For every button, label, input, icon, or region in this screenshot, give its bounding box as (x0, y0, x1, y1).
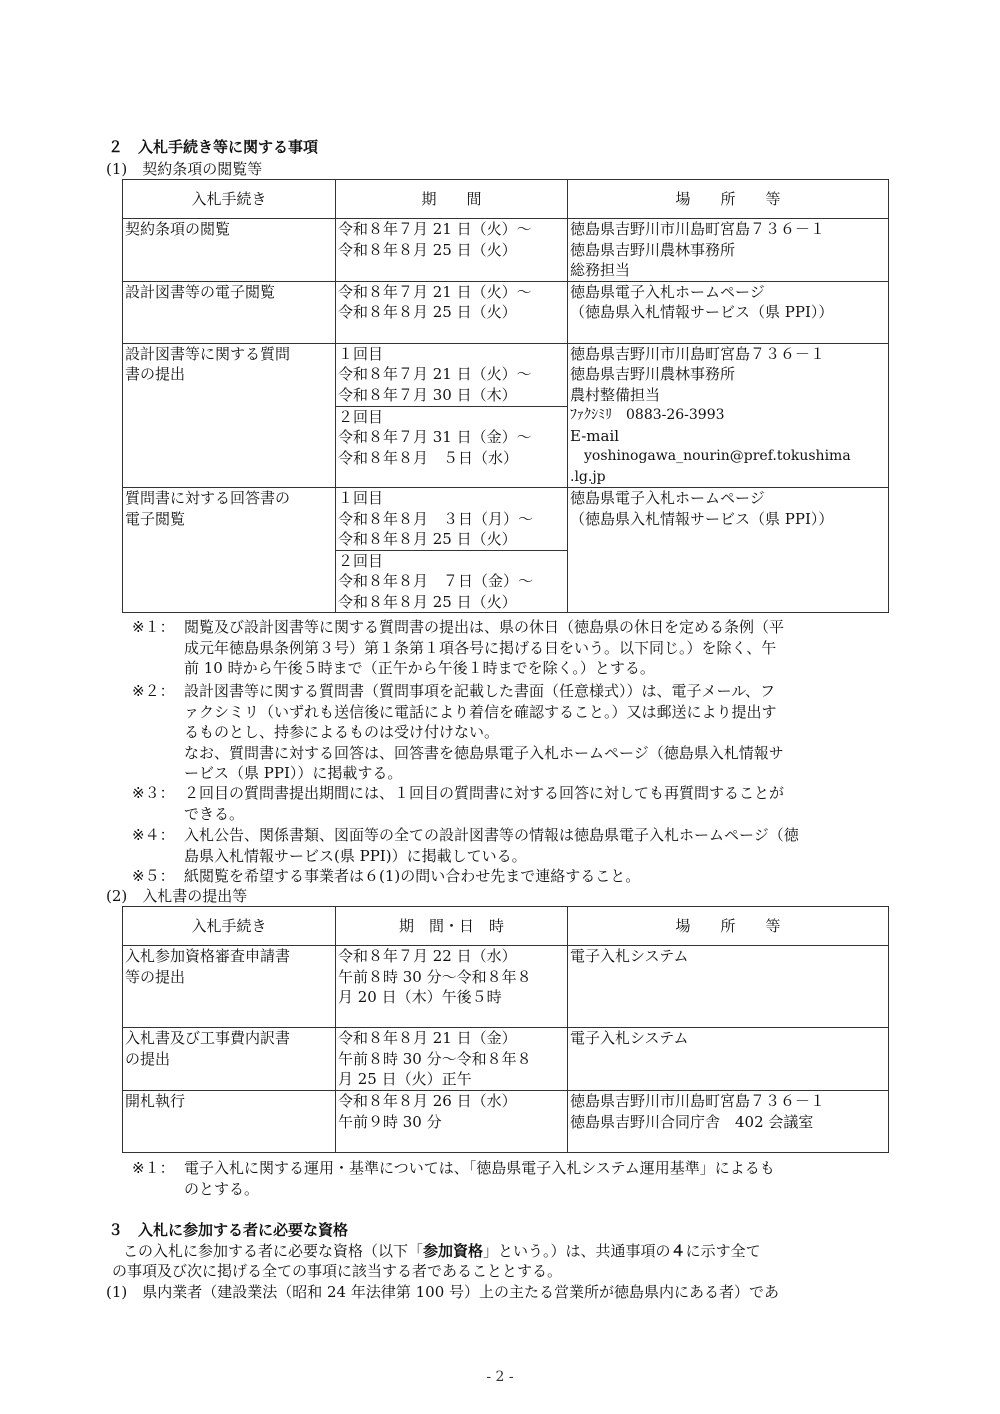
contract-review-table (122, 179, 889, 613)
term-participation-qualification: 参加資格 (423, 1242, 484, 1260)
cell-period: 令和８年７月 22 日（水） 午前８時 30 分～令和８年８ 月 20 日（木）午後５時 (336, 946, 568, 1028)
table-row (123, 488, 889, 551)
cell-place: 徳島県電子入札ホームページ （徳島県入札情報サービス（県 PPI）） (568, 281, 889, 343)
header-procedure: 入札手続き (123, 180, 336, 219)
cell-place: 徳島県吉野川市川島町宮島７３６－１ 徳島県吉野川農林事務所 農村整備担当 ﾌｧｸｼﾐﾘ 0883-26-3993 E-mail yoshinogawa_nourin@pref.tokushima .lg.jp (568, 343, 889, 488)
header-place: 場 所 等 (568, 907, 889, 946)
header-procedure: 入札手続き (123, 907, 336, 946)
header-period: 期 間 (336, 180, 568, 219)
cell-place: 徳島県吉野川市川島町宮島７３６－１ 徳島県吉野川合同庁舎 402 会議室 (568, 1091, 889, 1153)
cell-procedure: 入札書及び工事費内訳書 の提出 (123, 1028, 336, 1091)
cell-procedure: 契約条項の閲覧 (123, 219, 336, 282)
table-row (123, 946, 889, 1028)
cell-period: 令和８年７月 21 日（火）～ 令和８年８月 25 日（火） (336, 281, 568, 343)
cell-procedure: 入札参加資格審査申請書 等の提出 (123, 946, 336, 1028)
table-row (123, 1091, 889, 1153)
header-period: 期 間・日 時 (336, 907, 568, 946)
cell-period: 令和８年８月 21 日（金） 午前８時 30 分～令和８年８ 月 25 日（火）正午 (336, 1028, 568, 1091)
table-header-row (123, 180, 889, 219)
note-table2-1: ※１： 電子入札に関する運用・基準については、「徳島県電子入札システム運用基準」によるも のとする。 (132, 1159, 775, 1198)
section-3-paragraph-line2: の事項及び次に掲げる全ての事項に該当する者であることとする。 (112, 1262, 563, 1280)
cell-procedure: 開札執行 (123, 1091, 336, 1153)
subsection-1-heading: (1) 契約条項の閲覧等 (106, 160, 263, 178)
cell-period-first: １回目 令和８年７月 21 日（火）～ 令和８年７月 30 日（木） (336, 343, 568, 406)
note-3: ※３： ２回目の質問書提出期間には、１回目の質問書に対する回答に対しても再質問することが できる。 (132, 784, 785, 823)
cell-procedure: 質問書に対する回答書の 電子閲覧 (123, 488, 336, 613)
section-3-heading: ３ 入札に参加する者に必要な資格 (108, 1221, 349, 1239)
cell-place: 徳島県電子入札ホームページ （徳島県入札情報サービス（県 PPI）） (568, 488, 889, 613)
note-5: ※５： 紙閲覧を希望する事業者は６(1)の問い合わせ先まで連絡すること。 (132, 867, 641, 885)
cell-period-second: ２回目 令和８年７月 31 日（金）～ 令和８年８月 ５日（水） (336, 406, 568, 487)
table-row (123, 219, 889, 282)
subsection-2-heading: (2) 入札書の提出等 (106, 887, 248, 905)
section-3-paragraph: この入札に参加する者に必要な資格（以下「参加資格」という。）は、共通事項の４に示す全て (108, 1242, 761, 1260)
cell-place: 電子入札システム (568, 946, 889, 1028)
header-place: 場 所 等 (568, 180, 889, 219)
cell-place: 徳島県吉野川市川島町宮島７３６－１ 徳島県吉野川農林事務所 総務担当 (568, 219, 889, 282)
cell-period: 令和８年７月 21 日（火）～ 令和８年８月 25 日（火） (336, 219, 568, 282)
cell-period-second: ２回目 令和８年８月 ７日（金）～ 令和８年８月 25 日（火） (336, 550, 568, 613)
cell-place: 電子入札システム (568, 1028, 889, 1091)
cell-period: 令和８年８月 26 日（水） 午前９時 30 分 (336, 1091, 568, 1153)
cell-procedure: 設計図書等の電子閲覧 (123, 281, 336, 343)
section-3-item-1: (1) 県内業者（建設業法（昭和 24 年法律第 100 号）上の主たる営業所が徳島県内にある者）であ (106, 1283, 780, 1301)
table-row (123, 1028, 889, 1091)
cell-procedure: 設計図書等に関する質問 書の提出 (123, 343, 336, 488)
note-1: ※１： 閲覧及び設計図書等に関する質問書の提出は、県の休日（徳島県の休日を定める条例（平 成元年徳島県条例第３号）第１条第１項各号に掲げる日をいう。以下同じ。）を除く、午 前 10 時から午後５時まで（正午から午後１時までを除く。）とする。 (132, 618, 785, 677)
table-row (123, 281, 889, 343)
note-2: ※２： 設計図書等に関する質問書（質問事項を記載した書面（任意様式））は、電子メール、フ ァクシミリ（いずれも送信後に電話により着信を確認すること。）又は郵送により提出す るものとし、持参によるものは受け付けない。 なお、質問書に対する回答は、回答書を徳島県電子入札ホームページ（徳島県入札情報サ ービス（県 PPI））に掲載する。 (132, 682, 784, 782)
table-header-row (123, 907, 889, 946)
page-number: - 2 - (486, 1369, 514, 1385)
note-4: ※４： 入札公告、関係書類、図面等の全ての設計図書等の情報は徳島県電子入札ホームページ（徳 島県入札情報サービス(県 PPI)）に掲載している。 (132, 826, 799, 865)
table-row (123, 343, 889, 406)
bid-submission-table (122, 906, 889, 1153)
cell-period-first: １回目 令和８年８月 ３日（月）～ 令和８年８月 25 日（火） (336, 488, 568, 551)
section-2-heading: ２ 入札手続き等に関する事項 (108, 138, 319, 156)
